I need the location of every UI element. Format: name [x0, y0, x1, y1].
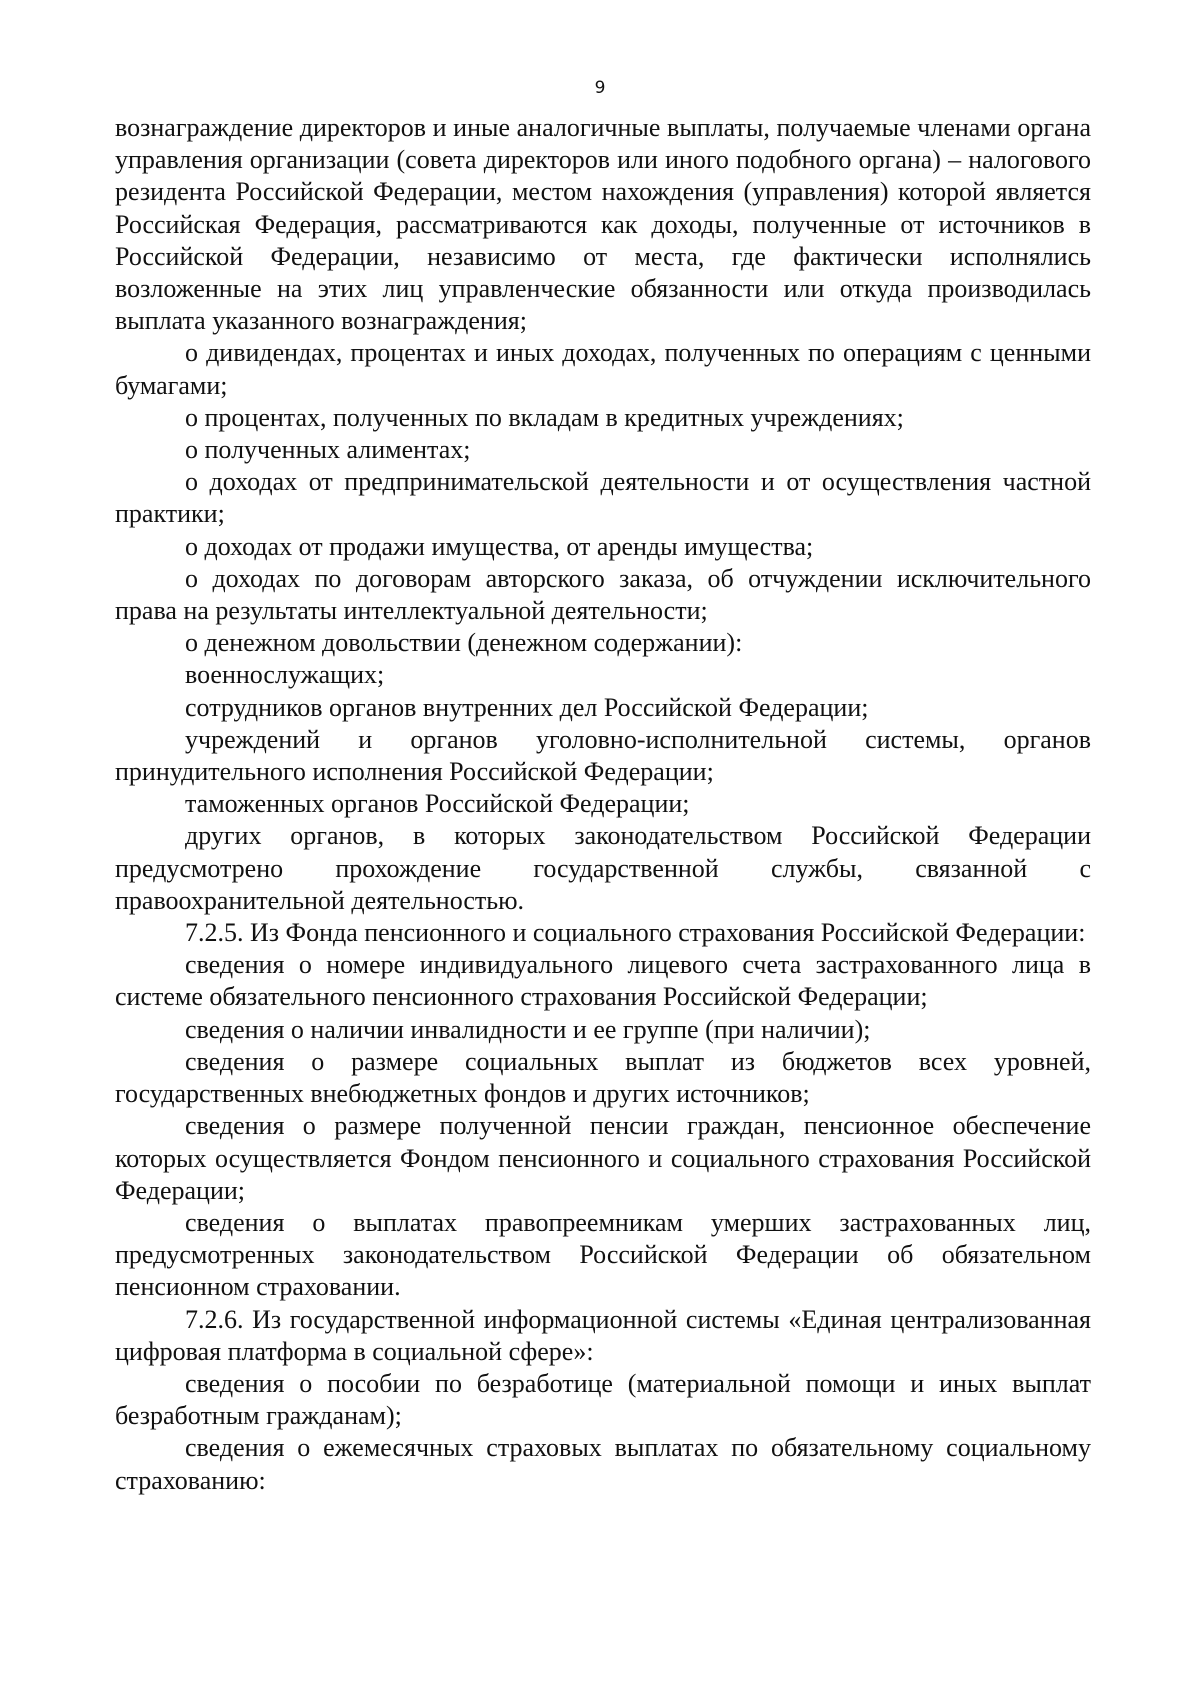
paragraph: сведения о номере индивидуального лицевого счета застрахованного лица в системе обязательного пенсионного страхования Российской Федерации;	[115, 950, 1091, 1012]
paragraph: сведения о размере полученной пенсии граждан, пенсионное обеспечение которых осуществляется Фондом пенсионного и социального страхования Российской Федерации;	[115, 1111, 1091, 1205]
paragraph: сведения о пособии по безработице (материальной помощи и иных выплат безработным гражданам);	[115, 1368, 1091, 1431]
paragraph: о процентах, полученных по вкладам в кредитных учреждениях;	[185, 402, 904, 432]
paragraph: других органов, в которых законодательством Российской Федерации предусмотрено прохождение государственной службы, связанной с правоохранительной деятельностью.	[115, 821, 1091, 915]
paragraph: о денежном довольствии (денежном содержании):	[185, 628, 743, 658]
paragraph: сведения о размере социальных выплат из бюджетов всех уровней, государственных внебюджетных фондов и других источников;	[115, 1046, 1091, 1109]
paragraph: сведения о выплатах правопреемникам умерших застрахованных лиц, предусмотренных законодательством Российской Федерации об обязательном пенсионном страховании.	[115, 1207, 1091, 1302]
page-number: 9	[594, 78, 606, 98]
paragraph: вознаграждение директоров и иные аналогичные выплаты, получаемые членами органа управления организации (совета директоров или иного подобного органа) – налогового резидента Российской Федерации, местом нахождения (управления) которой является Российская Федерация, рассматриваются как доходы, полученные от источников в Российской Федерации, независимо от места, где фактически исполнялись возложенные на этих лиц управленческие обязанности или откуда производилась выплата указанного вознаграждения;	[115, 113, 1091, 336]
paragraph: о доходах от предпринимательской деятельности и от осуществления частной практики;	[115, 467, 1091, 529]
section-heading-7-2-5: 7.2.5. Из Фонда пенсионного и социального страхования Российской Федерации:	[185, 918, 1086, 948]
section-heading-7-2-6: 7.2.6. Из государственной информационной системы «Единая централизованная цифровая платформа в социальной сфере»:	[115, 1304, 1091, 1366]
document-body	[115, 112, 1091, 1497]
paragraph: учреждений и органов уголовно-исполнительной системы, органов принудительного исполнения Российской Федерации;	[115, 724, 1091, 787]
paragraph: о доходах по договорам авторского заказа, об отчуждении исключительного права на результаты интеллектуальной деятельности;	[115, 563, 1091, 626]
paragraph: сведения о ежемесячных страховых выплатах по обязательному социальному страхованию:	[115, 1433, 1091, 1495]
paragraph: сотрудников органов внутренних дел Российской Федерации;	[185, 692, 869, 722]
paragraph: о доходах от продажи имущества, от аренды имущества;	[185, 531, 814, 561]
paragraph: о полученных алиментах;	[185, 435, 471, 465]
paragraph: таможенных органов Российской Федерации;	[185, 789, 690, 819]
paragraph: сведения о наличии инвалидности и ее группе (при наличии);	[185, 1014, 871, 1044]
paragraph: о дивидендах, процентах и иных доходах, полученных по операциям с ценными бумагами;	[115, 338, 1091, 400]
paragraph: военнослужащих;	[185, 660, 385, 690]
